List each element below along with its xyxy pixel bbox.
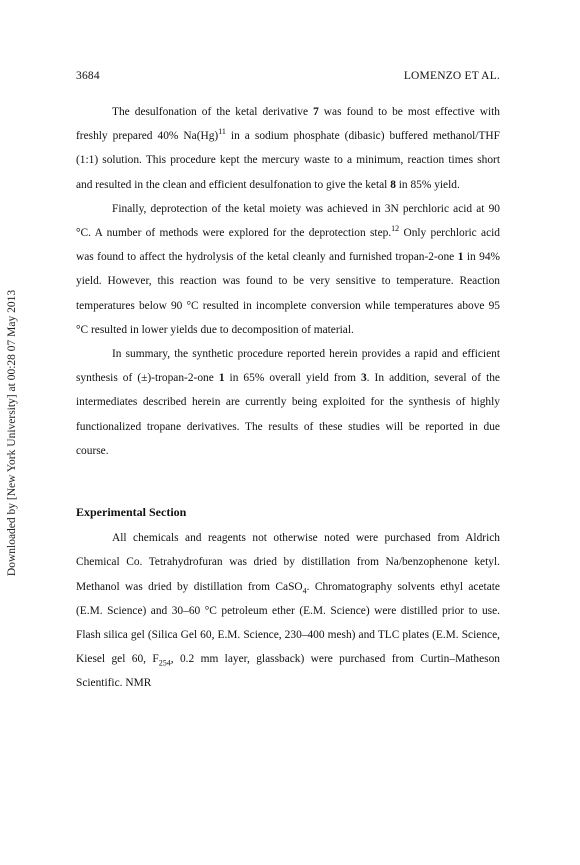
running-title: LOMENZO ET AL. [403, 70, 500, 82]
text-run: In summary, the synthetic procedure reported herein provides a rapid and efficient synthesis of (±)-tropan-2-one [76, 348, 500, 385]
download-watermark: Downloaded by [New York University] at 00:28 07 May 2013 [6, 289, 18, 577]
text-run: The desulfonation of the ketal derivative [112, 106, 314, 118]
text-run: in 85% yield. [395, 178, 460, 191]
text-run: . In addition, several of the intermediates described herein are currently being exploited for the synthesis of highly functionalized tropane derivatives. The results of these studies will be reported in due course. [76, 372, 500, 457]
page-number: 3684 [76, 70, 100, 82]
text-run: All chemicals and reagents not otherwise noted were purchased from Aldrich Chemical Co. Tetrahydrofuran was dried by distillation from Na/benzophenone ketyl. Methanol was dried by distillation from CaSO [76, 532, 500, 593]
article-body [76, 100, 500, 696]
text-run: Only perchloric acid was found to affect the hydrolysis of the ketal cleanly and furnished tropan-2-one [76, 227, 500, 264]
watermark-strip [0, 0, 24, 865]
text-run: in 94% yield. However, this reaction was found to be very sensitive to temperature. Reaction temperatures below 90 °C resulted in incomplete conversion while temperatures above 95 °C resulted in lower yields due to decomposition of material. [76, 251, 501, 336]
text-run: in a sodium phosphate (dibasic) buffered methanol/THF (1:1) solution. This procedure kept the mercury waste to a minimum, reaction times short and resulted in the clean and efficient desulfonation to give the ketal [76, 130, 500, 191]
text-run: , 0.2 mm layer, glassback) were purchased from Curtin–Matheson Scientific. NMR [76, 653, 500, 690]
compound-number: 3 [360, 372, 367, 385]
text-run: . Chromatography solvents ethyl acetate (E.M. Science) and 30–60 °C petroleum ether (E.M. Science) were distilled prior to use. Flash silica gel (Silica Gel 60, E.M. Science, 230–400 mesh) and TLC plates (E.M. Science, Kiesel gel 60, F [76, 580, 500, 666]
reference-superscript: 12 [391, 224, 400, 234]
subscript: 4 [302, 585, 307, 595]
text-run: Finally, deprotection of the ketal moiety was achieved in 3N perchloric acid at 90 °C. A number of methods were explored for the deprotection step. [76, 202, 500, 240]
paragraph-deprotection [76, 197, 500, 342]
text-run: in 65% overall yield from [224, 372, 361, 385]
compound-number: 8 [390, 178, 396, 191]
compound-number: 7 [313, 106, 319, 118]
reference-superscript: 11 [218, 127, 226, 137]
text-run: was found to be most effective with freshly prepared 40% Na(Hg) [76, 106, 500, 143]
compound-number: 1 [457, 251, 464, 264]
page-header [76, 70, 500, 82]
paragraph-experimental [76, 526, 500, 695]
compound-number: 1 [218, 372, 225, 385]
subscript: 254 [158, 658, 171, 668]
paragraph-desulfonation [76, 100, 500, 197]
paragraph-summary [76, 342, 500, 463]
section-title: Experimental Section [76, 505, 187, 520]
